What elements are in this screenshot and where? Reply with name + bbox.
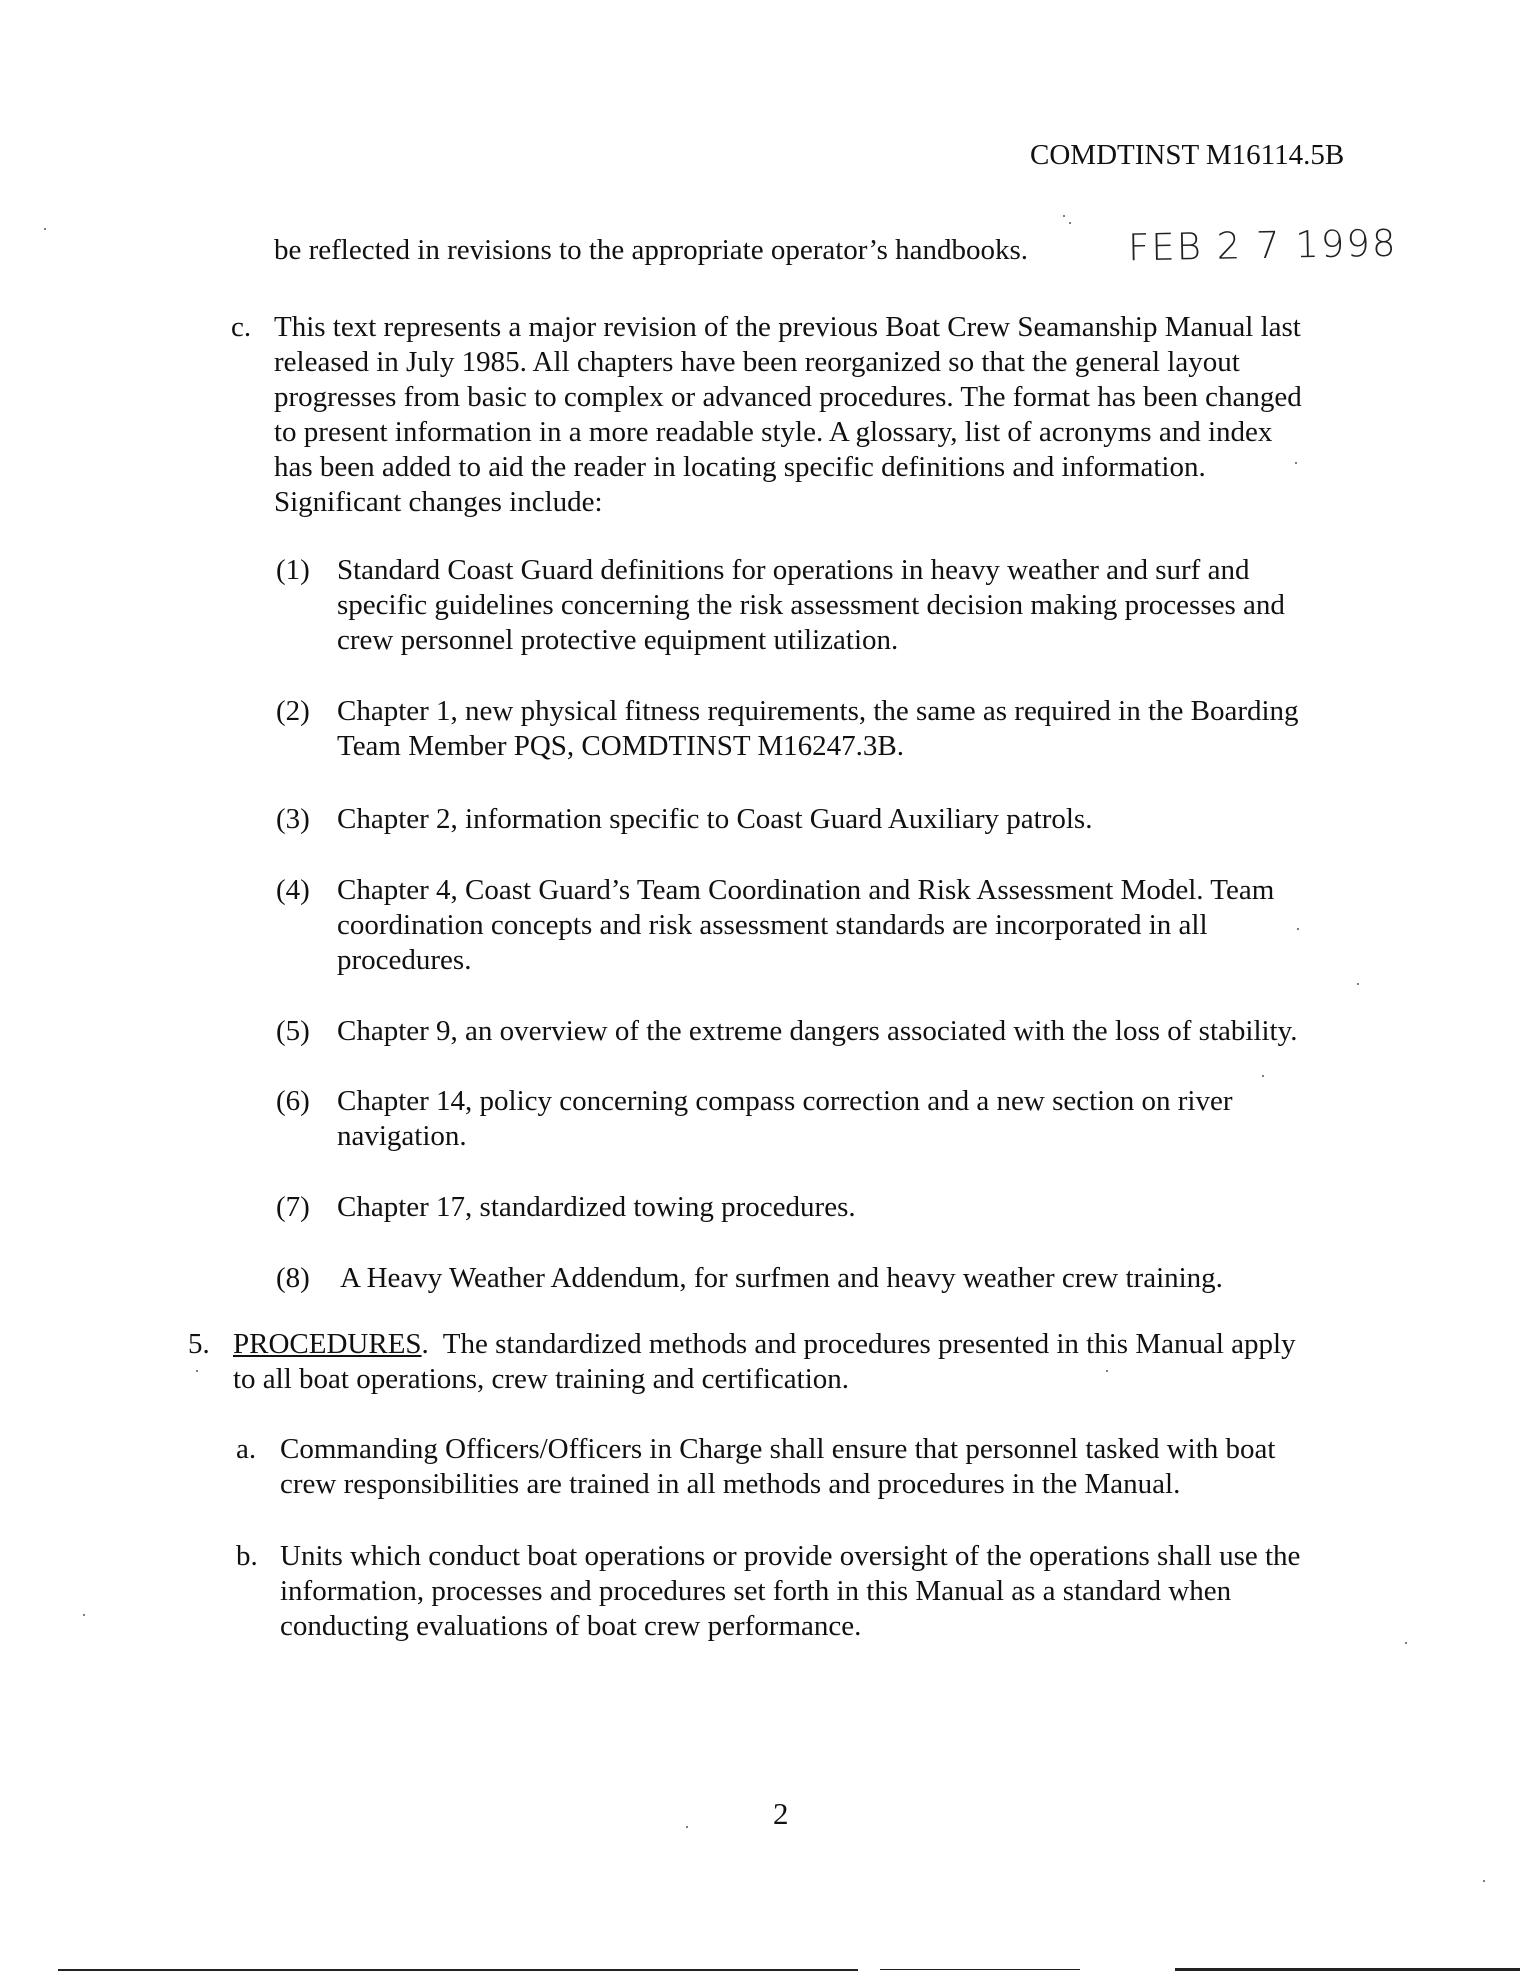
section-5-heading: PROCEDURES [233,1328,422,1360]
change-2-text [337,694,1299,764]
scan-speck [1063,215,1065,217]
section-5-first-line [233,1327,1296,1362]
scan-speck [1405,1642,1407,1644]
change-line: coordination concepts and risk assessment standards are incorporated in all [337,909,1208,941]
change-8-text [340,1261,1223,1296]
change-7-text [337,1190,856,1225]
sub-b-line: conducting evaluations of boat crew performance. [280,1610,862,1642]
change-1-text [337,553,1285,658]
scan-speck [686,1826,688,1828]
change-line: specific guidelines concerning the risk assessment decision making processes and [337,589,1285,621]
page-number: 2 [773,1796,789,1831]
change-4-text [337,873,1274,978]
scan-rule [58,1969,858,1971]
sub-b-text [280,1539,1300,1644]
change-8-num: (8) [276,1262,310,1294]
document-id: COMDTINST M16114.5B [1030,139,1345,171]
change-line: A Heavy Weather Addendum, for surfmen and heavy weather crew training. [340,1262,1223,1294]
section-5-heading-punct: . [421,1328,429,1360]
change-line: Team Member PQS, COMDTINST M16247.3B. [337,730,904,762]
scan-speck [1357,983,1359,985]
change-line: Chapter 1, new physical fitness requirements, the same as required in the Boarding [337,695,1299,727]
sub-b-line: Units which conduct boat operations or provide oversight of the operations shall use the [280,1540,1301,1572]
scan-speck [1483,1880,1485,1882]
change-4-num: (4) [276,874,310,906]
scan-speck [1262,1075,1264,1077]
change-line: procedures. [337,944,472,976]
change-line: Chapter 17, standardized towing procedures. [337,1191,856,1223]
change-3-num: (3) [276,803,310,835]
scan-speck [1106,1370,1108,1372]
scan-speck [1297,928,1299,930]
para-c-line: Significant changes include: [274,486,603,518]
sub-a-label: a. [236,1433,257,1465]
change-line: Chapter 2, information specific to Coast Guard Auxiliary patrols. [337,803,1093,835]
change-3-text [337,802,1092,837]
scan-rule [880,1969,1080,1970]
change-6-text [337,1084,1232,1154]
change-line: Standard Coast Guard definitions for operations in heavy weather and surf and [337,554,1250,586]
section-5-intro: The standardized methods and procedures presented in this Manual apply [428,1328,1296,1360]
sub-a-line: Commanding Officers/Officers in Charge shall ensure that personnel tasked with boat [280,1433,1276,1465]
sub-b-line: information, processes and procedures set forth in this Manual as a standard when [280,1575,1232,1607]
date-stamp: FEB 2 7 1998 [1127,221,1398,270]
para-c-line: to present information in a more readable style. A glossary, list of acronyms and index [274,416,1273,448]
change-line: crew personnel protective equipment utilization. [337,624,899,656]
change-line: navigation. [337,1120,467,1152]
change-line: Chapter 9, an overview of the extreme dangers associated with the loss of stability. [337,1015,1298,1047]
change-5-num: (5) [276,1015,310,1047]
change-6-num: (6) [276,1085,310,1117]
change-2-num: (2) [276,695,310,727]
change-line: Chapter 4, Coast Guard’s Team Coordination and Risk Assessment Model. Team [337,874,1275,906]
change-line: Chapter 14, policy concerning compass correction and a new section on river [337,1085,1233,1117]
continuation-text: be reflected in revisions to the appropriate operator’s handbooks. [274,234,1029,266]
para-c-label: c. [231,311,252,343]
scan-speck [196,1370,198,1372]
section-5-text [233,1327,1296,1397]
scan-speck [83,1614,85,1616]
para-c-line: This text represents a major revision of the previous Boat Crew Seamanship Manual last [274,311,1301,343]
sub-a-text [280,1432,1275,1502]
scan-speck [1295,462,1297,464]
change-7-num: (7) [276,1191,310,1223]
scan-rule [1175,1968,1520,1971]
para-c-line: released in July 1985. All chapters have been reorganized so that the general layout [274,346,1240,378]
change-5-text [337,1014,1297,1049]
section-5-num: 5. [188,1328,210,1360]
para-c-line: progresses from basic to complex or advanced procedures. The format has been changed [274,381,1302,413]
change-1-num: (1) [276,554,310,586]
para-c-text [274,310,1302,520]
para-c-line: has been added to aid the reader in locating specific definitions and information. [274,451,1206,483]
section-5-line: to all boat operations, crew training and certification. [233,1363,850,1395]
sub-b-label: b. [236,1540,258,1572]
sub-a-line: crew responsibilities are trained in all methods and procedures in the Manual. [280,1468,1181,1500]
scan-speck [44,228,46,230]
scan-speck [1069,222,1071,224]
